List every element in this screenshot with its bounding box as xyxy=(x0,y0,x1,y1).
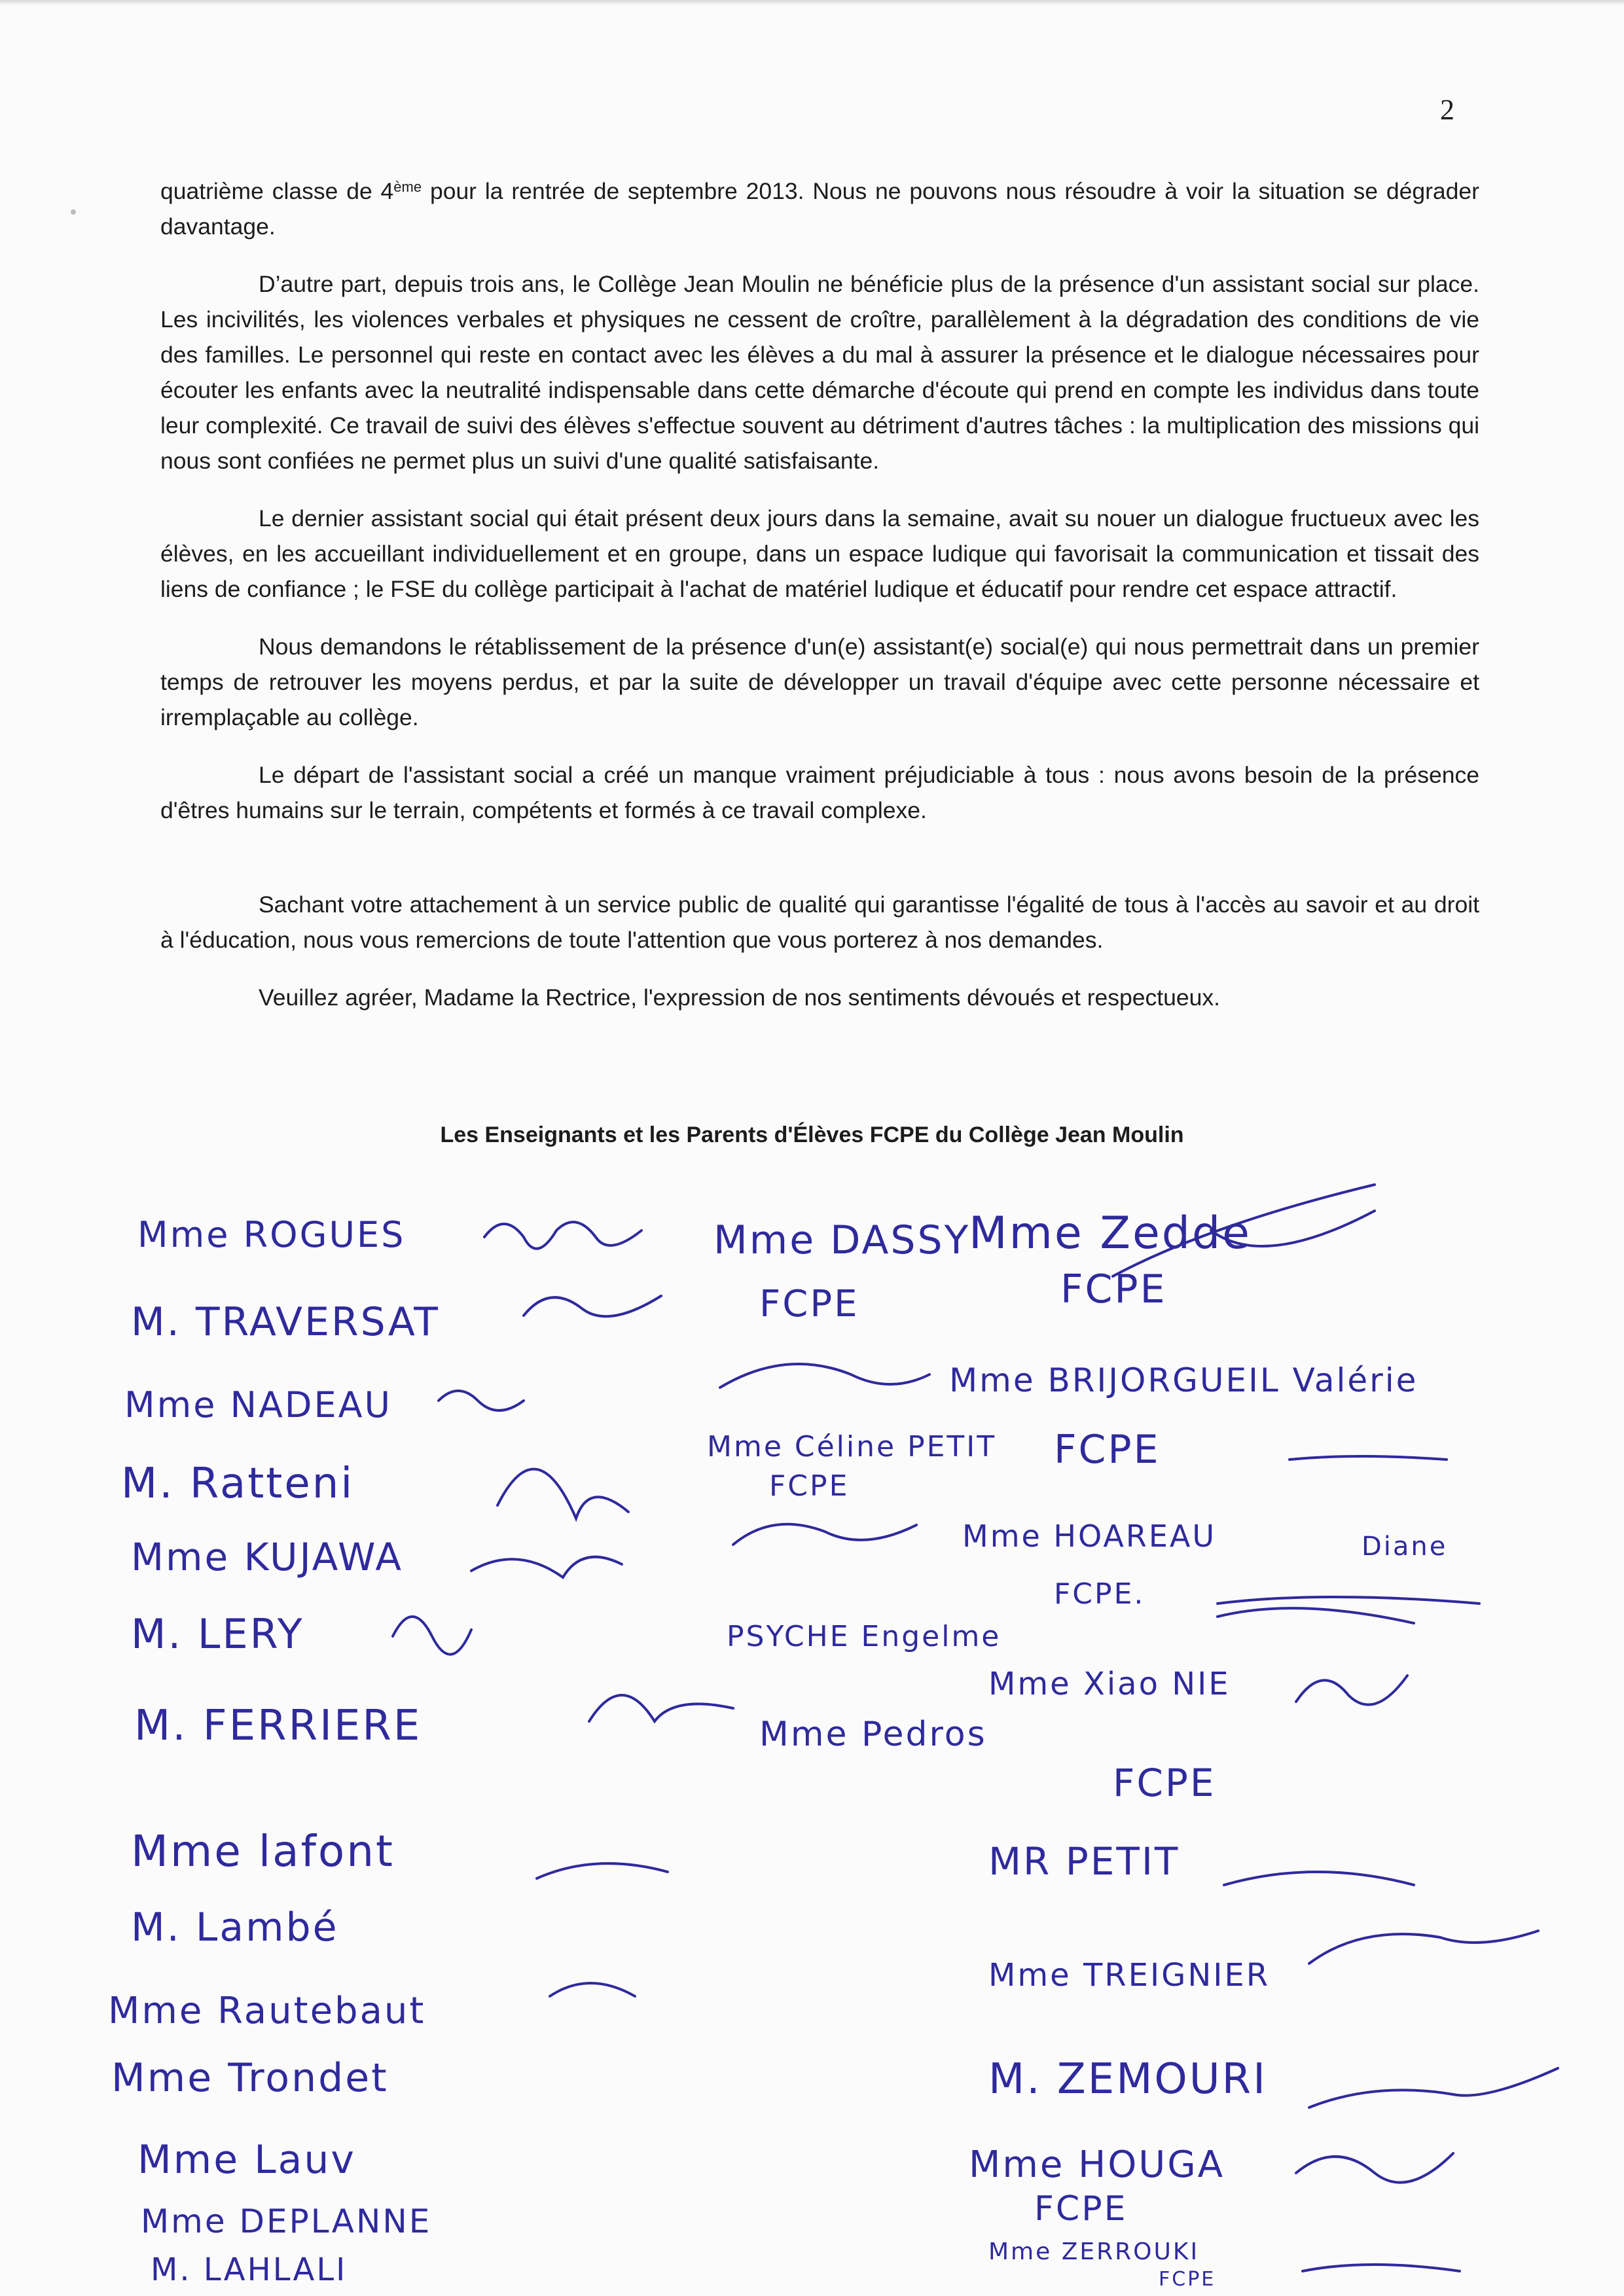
signatory-name: Mme DEPLANNE xyxy=(141,2202,432,2240)
signatory-name: M. LERY xyxy=(131,1610,304,1658)
paragraph-3: Le dernier assistant social qui était présent deux jours dans la semaine, avait su nouer un dialogue fructueux avec les élèves, en les accueillant individuellement et en groupe, dans un espace ludique qui favorisait la communication et tissait des liens de confiance ; le FSE du collège participait à l'achat de matériel ludique et éducatif pour rendre cet espace attractif. xyxy=(160,505,1479,602)
signatory-name: Mme lafont xyxy=(131,1826,395,1876)
signatory-name: FCPE xyxy=(1060,1266,1167,1312)
signatory-name: Mme NADEAU xyxy=(124,1384,393,1426)
signatory-name: FCPE xyxy=(1113,1761,1216,1805)
signatory-name: Mme Xiao NIE xyxy=(988,1666,1231,1702)
signatory-name: M. Lambé xyxy=(131,1905,339,1950)
signatory-name: Mme Céline PETIT xyxy=(707,1430,997,1463)
signatory-name: M. ZEMOURI xyxy=(988,2055,1267,2104)
signatory-name: Diane xyxy=(1362,1532,1448,1562)
signatory-name: Mme ROGUES xyxy=(137,1214,406,1255)
paragraph-5: Le départ de l'assistant social a créé un manque vraiment préjudiciable à tous : nous avons besoin de la présence d'êtres humains sur le terrain, compétents et formés à ce travail complexe. xyxy=(160,762,1479,823)
signatory-name: Mme Zedde xyxy=(969,1208,1252,1259)
signatory-name: FCPE xyxy=(769,1469,850,1503)
signatory-name: FCPE xyxy=(1159,2268,1216,2291)
signatory-name: MR PETIT xyxy=(988,1839,1180,1884)
signatory-name: PSYCHE Engelme xyxy=(727,1620,1001,1653)
paragraph-6: Sachant votre attachement à un service public de qualité qui garantisse l'égalité de tous à l'accès au savoir et au droit à l'éducation, nous vous remercions de toute l'attention que vous porterez à nos demandes. xyxy=(160,891,1479,953)
signatory-name: M. FERRIERE xyxy=(134,1702,422,1750)
signatory-name: Mme DASSY xyxy=(713,1217,971,1263)
signature-heading: Les Enseignants et les Parents d'Élèves FCPE du Collège Jean Moulin xyxy=(440,1122,1184,1147)
signatory-name: Mme Trondet xyxy=(111,2055,389,2101)
signatory-name: Mme HOUGA xyxy=(969,2144,1225,2186)
signatory-name: Mme HOAREAU xyxy=(962,1518,1217,1554)
page-number: 2 xyxy=(1440,94,1454,126)
signatory-name: Mme Lauv xyxy=(137,2137,356,2183)
signatory-name: FCPE. xyxy=(1054,1577,1146,1611)
signatory-name: M. Ratteni xyxy=(121,1460,355,1508)
signatory-name: Mme TREIGNIER xyxy=(988,1957,1271,1994)
paragraph-4: Nous demandons le rétablissement de la présence d'un(e) assistant(e) social(e) qui nous permettrait dans un premier temps de retrouver les moyens perdus, et par la suite de développer un travail d'équipe avec cette personne nécessaire et irremplaçable au collège. xyxy=(160,634,1479,730)
signatory-name: M. TRAVERSAT xyxy=(131,1299,440,1345)
signatory-name: FCPE xyxy=(1034,2189,1128,2229)
signatory-name: FCPE xyxy=(1054,1427,1161,1473)
signatory-name: Mme ZERROUKI xyxy=(988,2238,1200,2265)
ordinal-suffix: ème xyxy=(393,179,422,195)
signatory-name: Mme BRIJORGUEIL Valérie xyxy=(949,1361,1418,1399)
signatory-name: Mme Rautebaut xyxy=(108,1990,426,2032)
signatory-name: M. LAHLALI xyxy=(151,2251,348,2288)
paragraph-2: D’autre part, depuis trois ans, le Collège Jean Moulin ne bénéficie plus de la présence d'un assistant social sur place. Les incivilités, les violences verbales et physiques ne cessent de croître, parallèlement à la dégradation des conditions de vie des familles. Le personnel qui reste en contact avec les élèves a du mal à assurer la présence et le dialogue nécessaires pour écouter les enfants avec la neutralité indispensable dans cette démarche d'écoute qui prend en compte les individus dans toute leur complexité. Ce travail de suivi des élèves s'effectue souvent au détriment d'autres tâches : la multiplication des missions qui nous sont confiées ne permet plus un suivi d'une qualité satisfaisante. xyxy=(160,271,1479,474)
paragraph-7: Veuillez agréer, Madame la Rectrice, l'expression de nos sentiments dévoués et respectueux. xyxy=(259,984,1220,1011)
signatory-name: Mme Pedros xyxy=(759,1715,987,1754)
paragraph-1-start: quatrième classe de 4 xyxy=(160,178,394,204)
signatory-name: FCPE xyxy=(759,1283,859,1325)
signatory-name: Mme KUJAWA xyxy=(131,1535,404,1579)
paragraph-1-end: pour la rentrée de septembre 2013. Nous ne pouvons nous résoudre à voir la situation se dégrader davantage. xyxy=(160,178,1479,240)
